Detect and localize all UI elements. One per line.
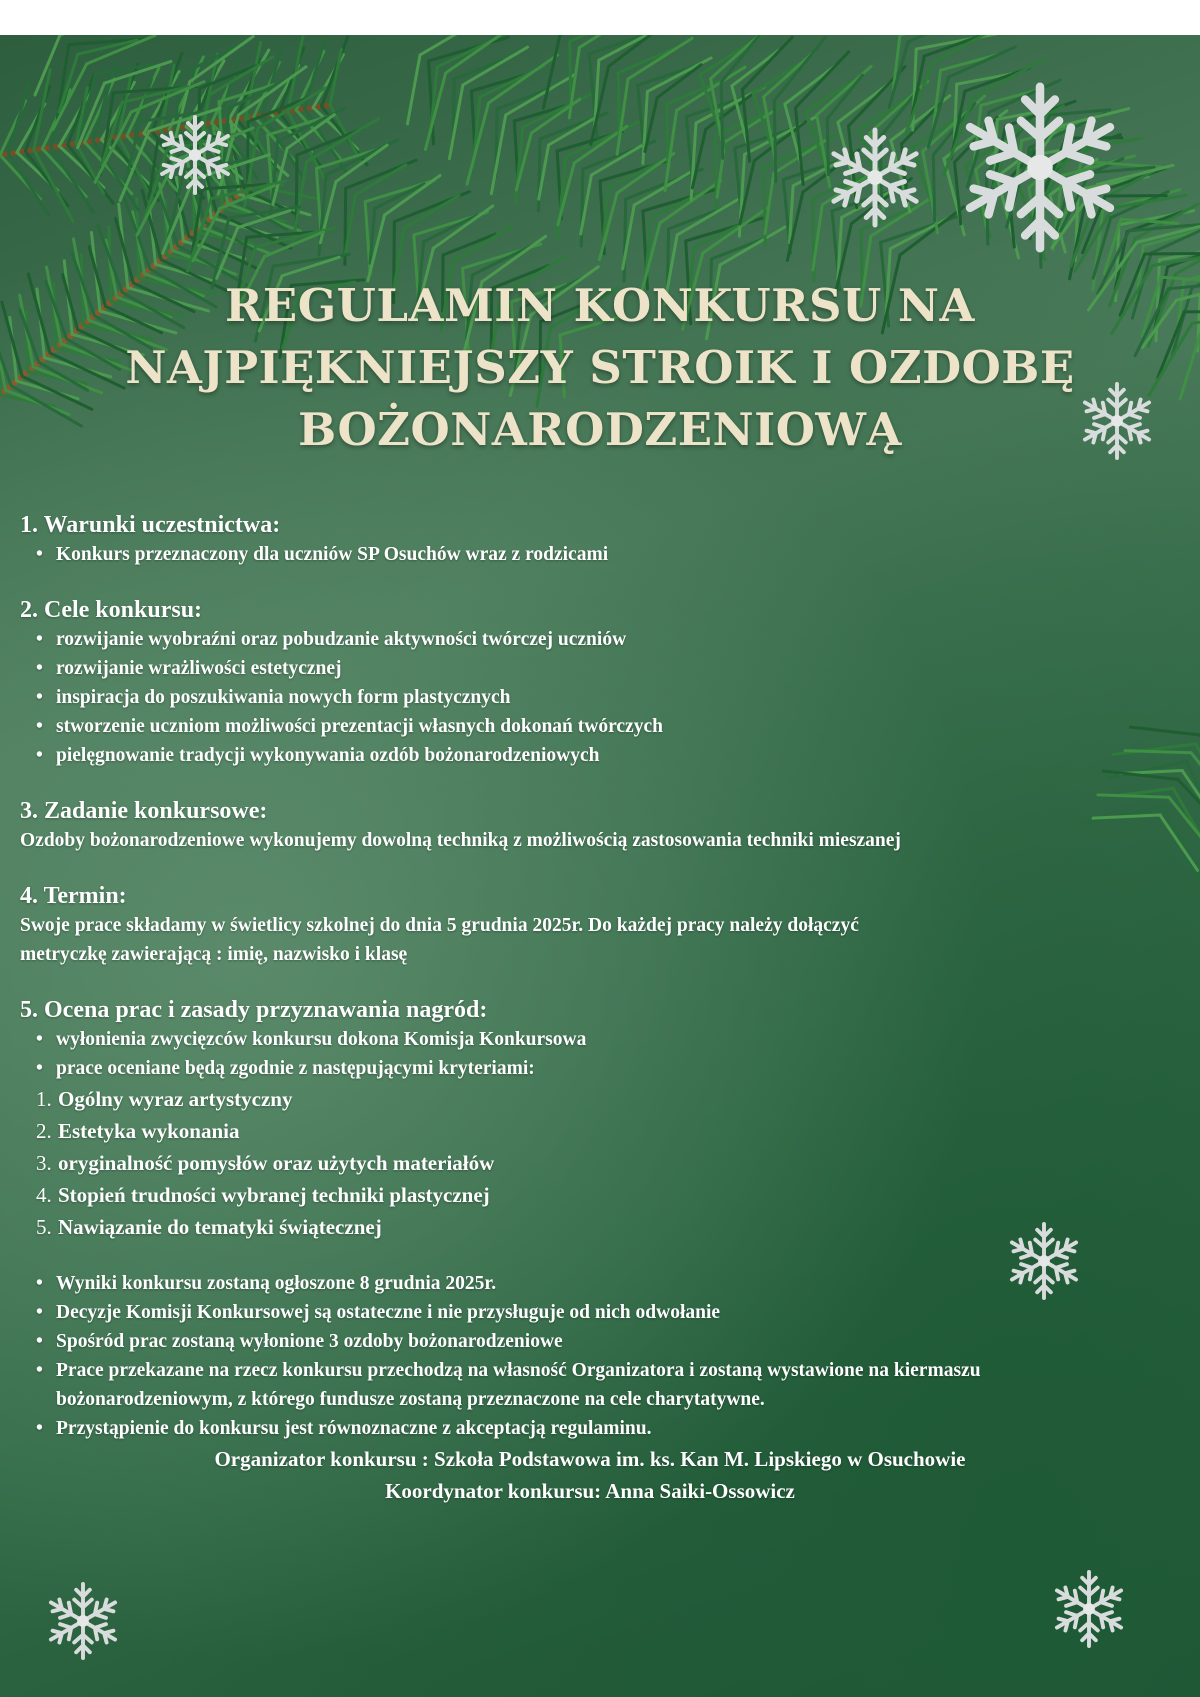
pine-needle [827,75,862,119]
pine-needle [1164,806,1200,882]
section-3-heading: 3. Zadanie konkursowe: [20,798,268,824]
list-item: • pielęgnowanie tradycji wykonywania ozdób bożonarodzeniowych [56,741,1160,770]
section-5-heading: 5. Ocena prac i zasady przyznawania nagród: [20,997,488,1023]
criteria-number: 4. [36,1183,52,1207]
snowflake-icon [825,120,925,235]
section-1-heading: 1. Warunki uczestnictwa: [20,512,281,538]
criteria-item [20,1115,1160,1147]
criteria-number: 1. [36,1087,52,1111]
title-line-1: REGULAMIN KONKURSU NA [225,279,975,332]
pine-needle [1184,311,1200,312]
criteria-label: oryginalność pomysłów oraz użytych materiałów [58,1151,495,1175]
pine-needle [618,73,619,136]
list-item: • Prace przekazane na rzecz konkursu przechodzą na własność Organizatora i zostaną wystawione na kiermaszu bożonarodzeniowym, z którego fundusze zostaną przeznaczone na cele charytatywne. [56,1356,1160,1414]
rules-content [20,510,1160,1507]
page-title [60,275,1140,461]
pine-needle [1180,335,1200,399]
list-item: • Konkurs przeznaczony dla uczniów SP Osuchów wraz z rodzicami [56,540,1160,569]
snowflake-icon [44,1577,122,1665]
title-line-2: NAJPIĘKNIEJSZY STROIK I OZDOBĘ [125,341,1075,394]
list-item: • prace oceniane będą zgodnie z następującymi kryteriami: [56,1054,1160,1083]
pine-needle [638,85,644,144]
criteria-label: Estetyka wykonania [58,1119,240,1143]
pine-needle [721,82,723,158]
section-5-list [20,1025,1160,1083]
section-3-text: Ozdoby bożonarodzeniowe wykonujemy dowolną techniką z możliwością zastosowania techniki mieszanej [20,830,901,851]
list-item: • inspiracja do poszukiwania nowych form plastycznych [56,683,1160,712]
pine-needle [20,310,39,363]
pine-needle [1182,771,1200,822]
pine-needle [385,175,440,215]
pine-needle [8,84,28,154]
section-5-list-2 [20,1269,1160,1443]
poster [0,35,1200,1697]
snowflake-icon [1050,1565,1128,1653]
section-4-text-2: metryczkę zawierającą : imię, nazwisko i klasę [20,944,408,965]
pine-needle [624,199,626,281]
pine-needle [765,173,774,233]
pine-needle [1145,253,1200,254]
criteria-label: Nawiązanie do tematyki świątecznej [58,1215,382,1239]
section-4-heading: 4. Termin: [20,883,127,909]
pine-needle [116,218,134,283]
pine-needle [651,191,706,217]
pine-needle [774,100,776,181]
list-item: • rozwijanie wrażliwości estetycznej [56,654,1160,683]
criteria-number: 5. [36,1215,52,1239]
criteria-item [20,1083,1160,1115]
pine-needle [543,35,560,108]
criteria-label: Stopień trudności wybranej techniki plastycznej [58,1183,490,1207]
pine-needle [913,49,917,130]
section-4-text-1: Swoje prace składamy w świetlicy szkolnej do dnia 5 grudnia 2025r. Do każdej pracy należy dołączyć [20,915,859,936]
section-1-list [20,540,1160,569]
pine-needle [472,246,530,275]
pine-needle [1178,779,1200,834]
list-item: • wyłonienia zwycięzców konkursu dokona Komisja Konkursowa [56,1025,1160,1054]
criteria-item [20,1147,1160,1179]
section-2-list [20,625,1160,770]
coordinator-text: Koordynator konkursu: Anna Saiki-Ossowicz [385,1479,795,1503]
title-line-3: BOŻONARODZENIOWĄ [298,403,902,456]
list-item: • stworzenie uczniom możliwości prezentacji własnych dokonań twórczych [56,712,1160,741]
pine-needle [916,35,996,49]
pine-needle [407,55,420,124]
pine-needle [491,115,505,194]
snowflake-icon [155,110,235,200]
pine-needle [449,85,462,159]
organizer-text: Organizator konkursu : Szkoła Podstawowa im. ks. Kan M. Lipskiego w Osuchowie [214,1447,966,1471]
section-2-heading: 2. Cele konkursu: [20,597,203,623]
criteria-number: 2. [36,1119,52,1143]
criteria-number: 3. [36,1151,52,1175]
snowflake-icon [955,70,1125,265]
list-item: • Decyzje Komisji Konkursowej są ostateczne i nie przysługuje od nich odwołanie [56,1298,1160,1327]
criteria-item [20,1179,1160,1211]
pine-needle [180,46,238,75]
pine-needle [933,155,934,221]
pine-needle [322,37,348,106]
list-item: • Spośród prac zostaną wyłonione 3 ozdoby bożonarodzeniowe [56,1327,1160,1356]
criteria-label: Ogólny wyraz artystyczny [58,1087,293,1111]
list-item: • Przystąpienie do konkursu jest równoznaczne z akceptacją regulaminu. [56,1414,1160,1443]
criteria-item [20,1211,1160,1243]
list-item: • rozwijanie wyobraźni oraz pobudzanie aktywności twórczej uczniów [56,625,1160,654]
pine-needle [1135,289,1168,356]
list-item: • Wyniki konkursu zostaną ogłoszone 8 grudnia 2025r. [56,1269,1160,1298]
pine-needle [570,41,571,99]
criteria-list [20,1083,1160,1243]
